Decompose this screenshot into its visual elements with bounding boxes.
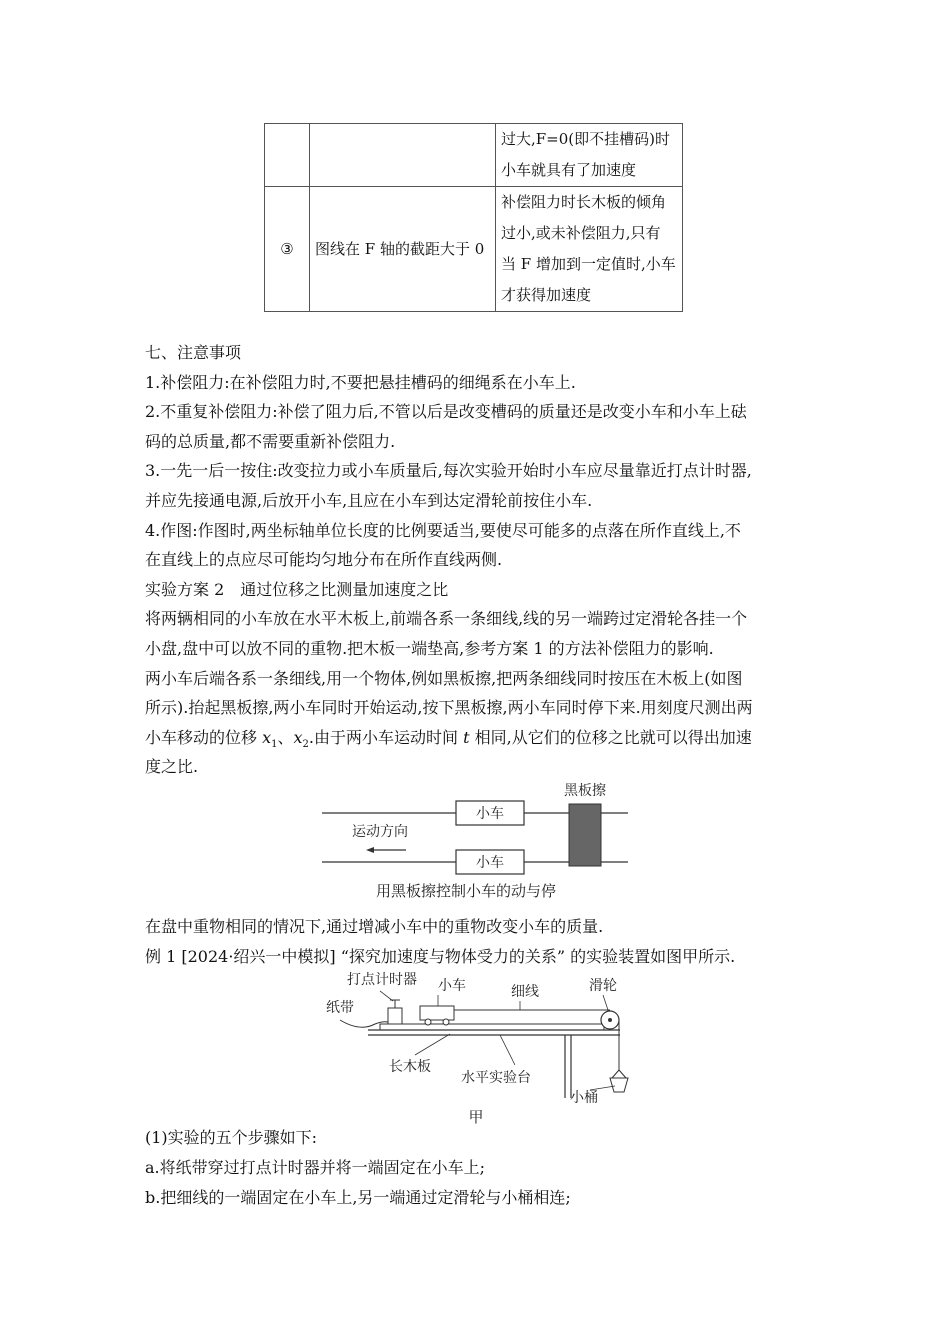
arrowhead-icon (366, 847, 374, 853)
direction-label: 运动方向 (352, 824, 408, 840)
paragraph-line: a.将纸带穿过打点计时器并将一端固定在小车上; (145, 1158, 486, 1177)
section-heading: 七、注意事项 (145, 343, 242, 362)
figure-caption: 用黑板擦控制小车的动与停 (375, 882, 557, 900)
board-label: 长木板 (389, 1059, 431, 1075)
paragraph-line: 4.作图:作图时,两坐标轴单位长度的比例要适当,要使尽可能多的点落在所作直线上,不 (145, 520, 741, 540)
paragraph-line: 小盘,盘中可以放不同的重物.把木板一端垫高,参考方案 1 的方法补偿阻力的影响. (145, 638, 714, 658)
paragraph-line: 2.不重复补偿阻力:补偿了阻力后,不管以后是改变槽码的质量还是改变小车和小车上砝 (145, 402, 747, 422)
table-row (265, 187, 683, 312)
example-heading: 例 1 [2024·绍兴一中模拟] “探究加速度与物体受力的关系” 的实验装置如图甲所示. (145, 947, 736, 966)
section-heading: 实验方案 2 通过位移之比测量加速度之比 (145, 579, 449, 599)
wheel-icon (425, 1019, 431, 1025)
apparatus-figure (320, 970, 640, 1130)
row-number: ③ (265, 187, 310, 312)
string-label: 细线 (511, 984, 539, 1000)
cart-label: 小车 (476, 806, 504, 822)
table-label: 水平实验台 (461, 1070, 531, 1086)
error-analysis-table (264, 123, 683, 312)
paragraph-line: 1.补偿阻力:在补偿阻力时,不要把悬挂槽码的细绳系在小车上. (145, 372, 576, 392)
timer-label: 打点计时器 (347, 972, 417, 988)
paragraph-line: (1)实验的五个步骤如下: (145, 1128, 318, 1147)
pulley-label: 滑轮 (589, 978, 617, 994)
figure-caption: 甲 (468, 1108, 484, 1126)
wheel-icon (443, 1019, 449, 1025)
paragraph-line: b.把细线的一端固定在小车上,另一端通过定滑轮与小桶相连; (145, 1188, 571, 1207)
paragraph-line: 在直线上的点应尽可能均匀地分布在所作直线两侧. (145, 550, 503, 570)
notes-section (145, 338, 815, 782)
row-cause: 补偿阻力时长木板的倾角 过小,或未补偿阻力,只有 当 F 增加到一定值时,小车 才获得加速度 (496, 187, 683, 312)
long-board (380, 1024, 604, 1030)
car-body (420, 1006, 454, 1020)
paragraph-line: 所示).抬起黑板擦,两小车同时开始运动,按下黑板擦,两小车同时停下来.用刻度尺测出两 (145, 698, 753, 718)
eraser-block (569, 804, 601, 866)
two-cart-figure (318, 778, 638, 903)
timer-device (388, 1008, 402, 1024)
paragraph-line: 并应先接通电源,后放开小车,且应在小车到达定滑轮前按住小车. (145, 490, 593, 510)
bucket-icon (610, 1078, 628, 1092)
paragraph-line: 在盘中重物相同的情况下,通过增减小车中的重物改变小车的质量. (145, 917, 604, 936)
paragraph-line: 3.一先一后一按住:改变拉力或小车质量后,每次实验开始时小车应尽量靠近打点计时器, (145, 461, 752, 481)
row-symptom: 图线在 F 轴的截距大于 0 (310, 187, 496, 312)
paragraph-line: 度之比. (145, 757, 199, 777)
paragraph-line: 两小车后端各系一条细线,用一个物体,例如黑板擦,把两条细线同时按压在木板上(如图 (145, 668, 743, 688)
paragraph-line: 将两辆相同的小车放在水平木板上,前端各系一条细线,线的另一端跨过定滑轮各挂一个 (145, 609, 748, 629)
row-cause: 过大,F=0(即不挂槽码)时 小车就具有了加速度 (496, 124, 683, 187)
table-row (265, 124, 683, 187)
tape-label: 纸带 (326, 1000, 354, 1016)
row-number (265, 124, 310, 187)
eraser-label: 黑板擦 (564, 783, 606, 799)
row-symptom (310, 124, 496, 187)
paragraph-line: 码的总质量,都不需要重新补偿阻力. (145, 431, 396, 451)
paragraph-line: 小车移动的位移 $x_1$、$x_2$.由于两小车运动时间 t 相同,从它们的位移之比就可以得出加速 (145, 727, 752, 750)
cart-label: 小车 (476, 855, 504, 871)
car-label: 小车 (438, 978, 466, 994)
bucket-label: 小桶 (570, 1090, 598, 1106)
